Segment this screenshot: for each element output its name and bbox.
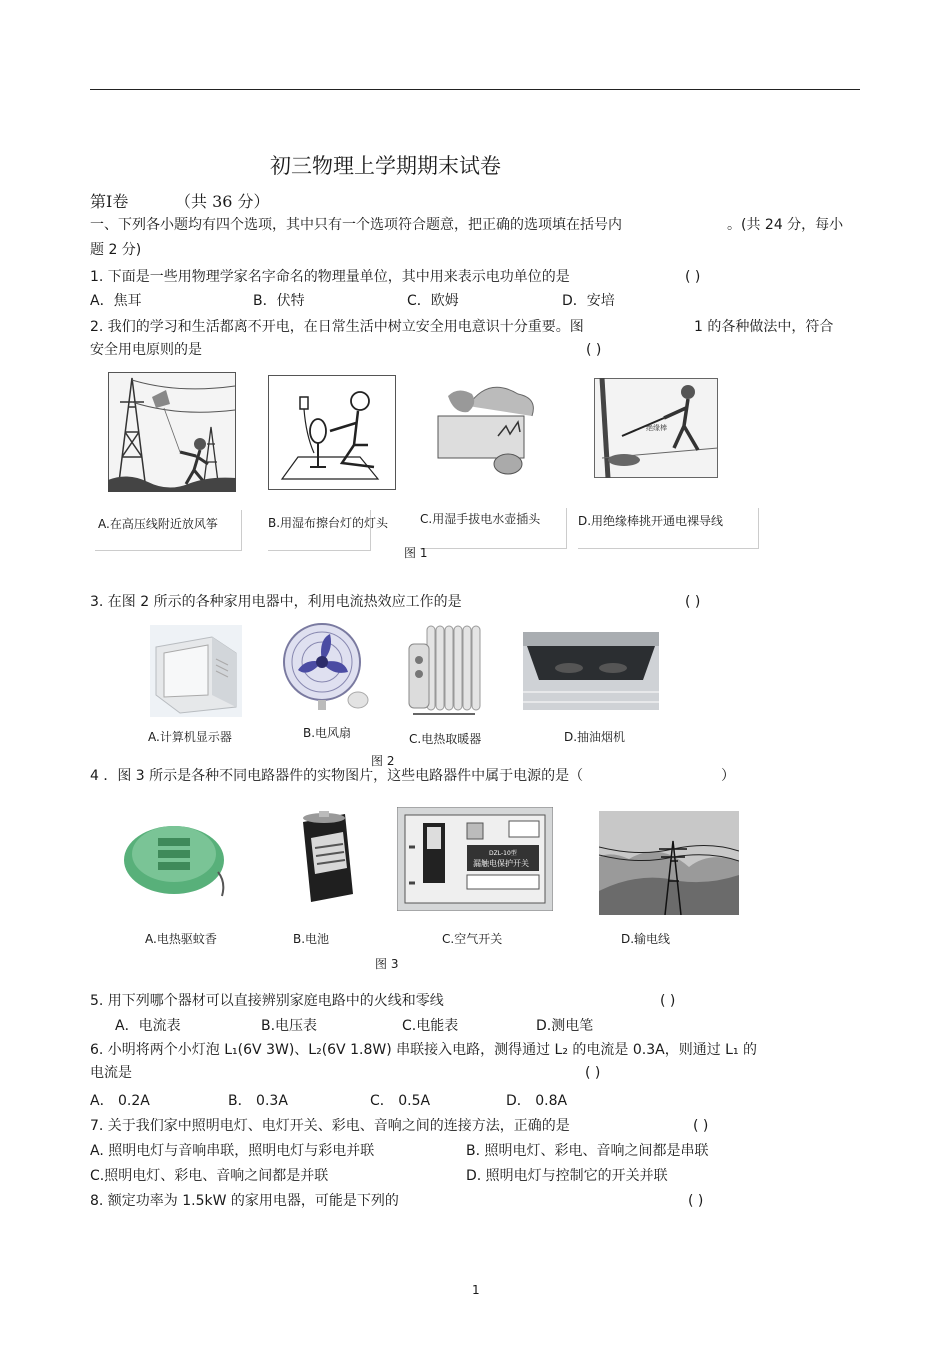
header-rule	[90, 89, 860, 90]
q2-stem: 2. 我们的学习和生活都离不开电，在日常生活中树立安全用电意识十分重要。图	[90, 319, 584, 335]
fig2-caption-d: D.抽油烟机	[564, 730, 626, 744]
q1-option-a: A．焦耳	[90, 293, 142, 309]
switch-name-label: 漏触电保护开关	[473, 859, 529, 868]
q5-option-d: D.测电笔	[536, 1018, 594, 1034]
fig2-caption-c: C.电热取暖器	[409, 732, 482, 746]
page-title: 初三物理上学期期末试卷	[270, 154, 501, 178]
fig1-caption-d: D.用绝缘棒挑开通电裸导线	[578, 514, 724, 528]
oil-heater-photo	[405, 620, 483, 722]
q5-option-c: C.电能表	[402, 1018, 459, 1034]
range-hood-photo	[523, 632, 659, 710]
computer-monitor-photo	[150, 625, 242, 717]
q8-stem: 8. 额定功率为 1.5kW 的家用电器，可能是下列的	[90, 1193, 399, 1209]
kite-near-powerline-illustration	[108, 372, 236, 492]
electric-fan-photo	[278, 620, 374, 718]
q1-option-d: D．安培	[562, 293, 615, 309]
fig3-caption-d: D.输电线	[621, 932, 671, 946]
q1-stem: 1. 下面是一些用物理学家名字命名的物理量单位，其中用来表示电功单位的是	[90, 269, 570, 285]
q6-option-a: A． 0.2A	[90, 1093, 150, 1109]
fig3-caption-b: B.电池	[293, 932, 330, 946]
section-points: （共 36 分）	[175, 192, 270, 211]
fig3-caption-a: A.电热驱蚊香	[145, 932, 217, 946]
q6-option-c: C． 0.5A	[370, 1093, 431, 1109]
q7-option-a: A. 照明电灯与音响串联，照明电灯与彩电并联	[90, 1143, 375, 1159]
q4-bracket-end: ）	[721, 768, 735, 784]
instructions-line2: 题 2 分)	[90, 242, 142, 258]
q2-bracket: ( )	[586, 342, 602, 358]
q1-option-b: B．伏特	[253, 293, 305, 309]
q5-stem: 5. 用下列哪个器材可以直接辨别家庭电路中的火线和零线	[90, 993, 444, 1009]
q1-bracket: ( )	[685, 269, 701, 285]
instructions-line1-tail: 。(共 24 分，每小	[727, 217, 844, 233]
air-switch-photo	[397, 807, 553, 911]
section-label: 第Ⅰ卷	[90, 192, 129, 211]
figure-1-label: 图 1	[404, 546, 428, 560]
q7-bracket: ( )	[693, 1118, 709, 1134]
q2-stem-line2: 安全用电原则的是	[90, 342, 202, 358]
q7-option-c: C.照明电灯、彩电、音响之间都是并联	[90, 1168, 329, 1184]
mosquito-repellent-heater-photo	[122, 812, 226, 898]
fig1-caption-a: A.在高压线附近放风筝	[98, 517, 218, 531]
q5-option-b: B.电压表	[261, 1018, 318, 1034]
q1-option-c: C．欧姆	[407, 293, 459, 309]
rod-sign-text: 绝缘棒	[646, 424, 667, 432]
fig1-caption-c: C.用湿手拔电水壶插头	[420, 512, 541, 526]
insulated-rod-rescue-illustration	[594, 378, 718, 478]
wet-hand-unplug-illustration	[428, 376, 552, 480]
q2-stem-cont: 1 的各种做法中，符合	[694, 319, 834, 335]
switch-model-label: DZL-10型	[489, 850, 517, 857]
instructions-line1: 一、下列各小题均有四个选项，其中只有一个选项符合题意，把正确的选项填在括号内	[90, 217, 622, 233]
figure-2-label: 图 2	[371, 754, 395, 768]
power-line-tower-photo	[599, 811, 739, 915]
q7-stem: 7. 关于我们家中照明电灯、电灯开关、彩电、音响之间的连接方法，正确的是	[90, 1118, 570, 1134]
q4-stem: 4 ．图 3 所示是各种不同电路器件的实物图片，这些电路器件中属于电源的是（	[90, 768, 584, 784]
q6-option-b: B． 0.3A	[228, 1093, 288, 1109]
wet-cloth-lamp-illustration	[268, 375, 396, 490]
q8-bracket: ( )	[688, 1193, 704, 1209]
q6-bracket: ( )	[585, 1065, 601, 1081]
fig3-caption-c: C.空气开关	[442, 932, 503, 946]
q7-option-b: B. 照明电灯、彩电、音响之间都是串联	[466, 1143, 709, 1159]
q6-option-d: D． 0.8A	[506, 1093, 568, 1109]
q5-option-a: A．电流表	[115, 1018, 181, 1034]
fig2-caption-a: A.计算机显示器	[148, 730, 232, 744]
fig2-caption-b: B.电风扇	[303, 726, 352, 740]
q6-stem: 6. 小明将两个小灯泡 L₁(6V 3W)、L₂(6V 1.8W) 串联接入电路，测得通过 L₂ 的电流是 0.3A，则通过 L₁ 的	[90, 1042, 758, 1058]
q6-stem-line2: 电流是	[90, 1065, 132, 1081]
q3-stem: 3. 在图 2 所示的各种家用电器中，利用电流热效应工作的是	[90, 594, 462, 610]
page-number: 1	[472, 1283, 480, 1297]
q3-bracket: ( )	[685, 594, 701, 610]
battery-photo	[283, 808, 369, 910]
figure-3-label: 图 3	[375, 957, 399, 971]
q5-bracket: ( )	[660, 993, 676, 1009]
fig1-caption-b: B.用湿布擦台灯的灯头	[268, 516, 389, 530]
q7-option-d: D. 照明电灯与控制它的开关并联	[466, 1168, 668, 1184]
